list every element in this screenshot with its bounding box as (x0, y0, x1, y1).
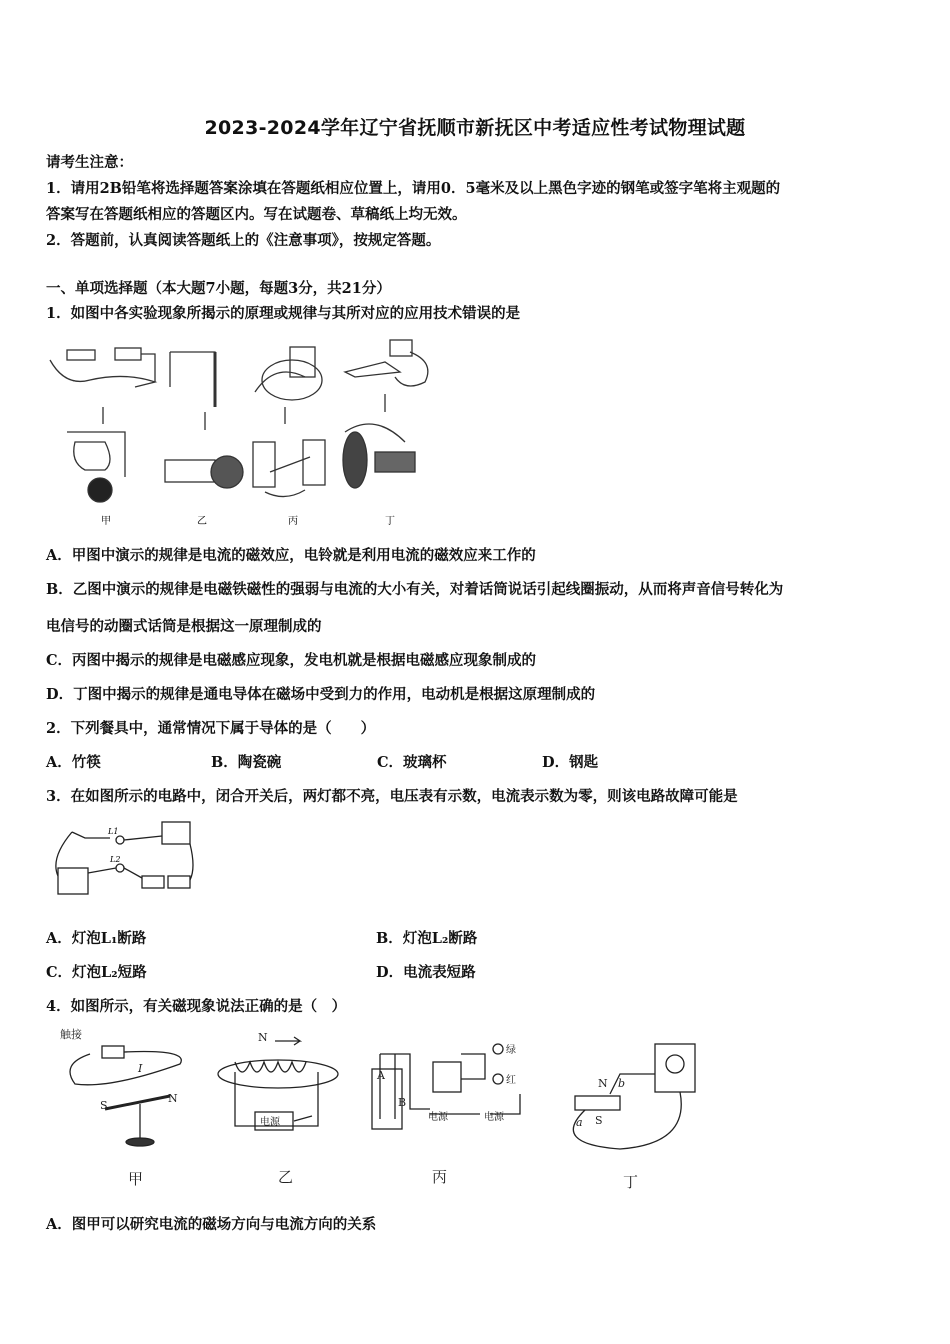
q4-fig-ding-s: S (595, 1114, 603, 1127)
q3-circuit-drawing (50, 818, 196, 900)
notice-line-1b: 答案写在答题纸相应的答题区内。写在试题卷、草稿纸上均无效。 (46, 206, 467, 223)
q2-option-a: A．竹筷 (46, 754, 101, 771)
q1-option-b-line1: B．乙图中演示的规律是电磁铁磁性的强弱与电流的大小有关，对着话筒说话引起线圈振动，从而将声音信号转化为 (46, 581, 784, 598)
q1-option-d: D．丁图中揭示的规律是通电导体在磁场中受到力的作用，电动机是根据这原理制成的 (46, 686, 596, 703)
q4-fig-text-red: 红 (506, 1075, 516, 1086)
q4-fig-text-n: N (168, 1092, 178, 1105)
q4-fig-bing-power-1: 电源 (428, 1112, 448, 1123)
q3-label-l2: L2 (110, 855, 121, 864)
q4-option-a: A．图甲可以研究电流的磁场方向与电流方向的关系 (46, 1216, 377, 1233)
notice-line-2: 2．答题前，认真阅读答题纸上的《注意事项》，按规定答题。 (46, 232, 441, 249)
q1-option-c: C．丙图中揭示的规律是电磁感应现象，发电机就是根据电磁感应现象制成的 (46, 652, 537, 669)
q4-stem: 4．如图所示，有关磁现象说法正确的是（ ） (46, 998, 347, 1015)
q1-stem: 1．如图中各实验现象所揭示的原理或规律与其所对应的应用技术错误的是 (46, 305, 521, 322)
q4-figure (50, 1024, 722, 1196)
q3-stem: 3．在如图所示的电路中，闭合开关后，两灯都不亮，电压表有示数，电流表示数为零，则该电路故障可能是 (46, 788, 738, 805)
q4-fig-text-b: B (398, 1096, 407, 1109)
q4-fig-label-jia: 甲 (128, 1170, 144, 1188)
q4-fig-label-ding: 丁 (623, 1173, 639, 1191)
q2-stem: 2．下列餐具中，通常情况下属于导体的是（ ） (46, 720, 376, 737)
q2-option-c: C．玻璃杯 (377, 754, 447, 771)
q4-fig-ding-b: b (618, 1077, 626, 1090)
q2-option-b: B．陶瓷碗 (211, 754, 282, 771)
q4-fig-ding-n: N (598, 1077, 608, 1090)
q1-fig-label-jia: 甲 (101, 516, 111, 527)
q4-fig-label-bing: 丙 (432, 1168, 448, 1186)
q4-fig-bing-power-2: 电源 (484, 1112, 504, 1123)
q4-fig-yi-text-n: N (258, 1031, 268, 1044)
q4-fig-text-a: A (377, 1069, 385, 1082)
q4-fig-ding-a: a (576, 1116, 583, 1129)
q4-fig-yi-power: 电源 (260, 1117, 280, 1128)
q1-option-a: A．甲图中演示的规律是电流的磁效应，电铃就是利用电流的磁效应来工作的 (46, 547, 536, 564)
q2-option-d: D．钢匙 (542, 754, 599, 771)
q3-label-l1: L1 (108, 827, 119, 836)
page-title: 2023-2024学年辽宁省抚顺市新抚区中考适应性考试物理试题 (204, 117, 746, 139)
q4-fig-text-green: 绿 (506, 1045, 516, 1056)
q4-fig-text-touch: 触接 (60, 1028, 82, 1041)
q1-option-b-line2: 电信号的动圈式话筒是根据这一原理制成的 (46, 618, 322, 635)
q3-option-b: B．灯泡L₂断路 (376, 930, 478, 947)
section-heading: 一、单项选择题（本大题7小题，每题3分，共21分） (46, 280, 391, 297)
q3-option-a: A．灯泡L₁断路 (46, 930, 147, 947)
q1-fig-label-bing: 丙 (288, 516, 298, 527)
q1-figure (45, 332, 438, 529)
q4-fig-label-yi: 乙 (278, 1168, 294, 1186)
q4-magnetism-drawings (50, 1024, 722, 1196)
notice-line-1: 1．请用2B铅笔将选择题答案涂填在答题纸相应位置上，请用0．5毫米及以上黑色字迹的钢笔或签字笔将主观题的 (46, 180, 781, 197)
q4-fig-text-s: S (100, 1099, 108, 1112)
q3-option-d: D．电流表短路 (376, 964, 476, 981)
q4-fig-text-current: I (138, 1062, 143, 1075)
q3-option-c: C．灯泡L₂短路 (46, 964, 147, 981)
q3-circuit-figure (50, 818, 196, 900)
q1-fig-label-yi: 乙 (197, 516, 207, 527)
q1-fig-label-ding: 丁 (385, 516, 395, 527)
notice-heading: 请考生注意： (46, 154, 133, 171)
q1-experiment-drawings (45, 332, 438, 529)
